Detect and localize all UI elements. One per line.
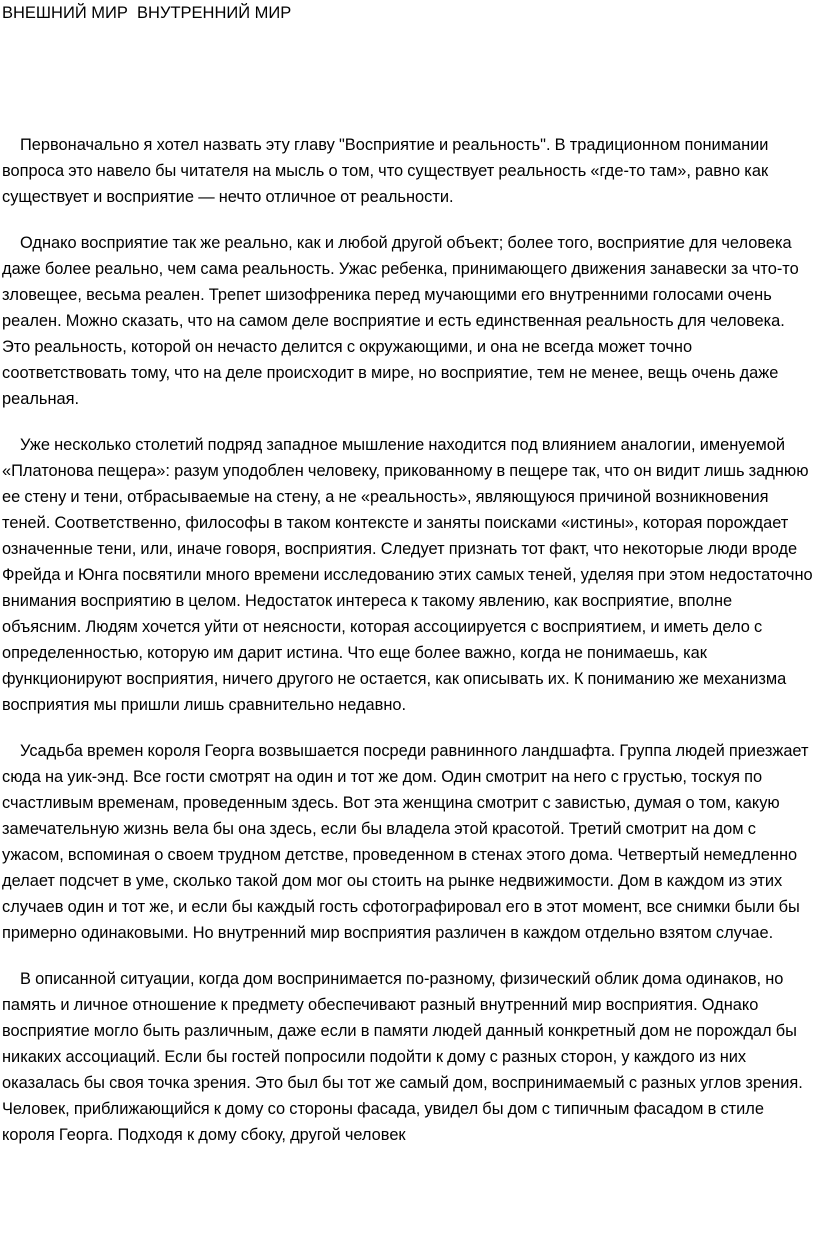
paragraph: В описанной ситуации, когда дом воспринимается по-разному, физический облик дома одинаков, но память и личное отношение к предмету обеспечивают разный внутренний мир восприятия. Однако восприятие могло быть различным, даже если в памяти людей данный конкретный дом не порождал бы никаких ассоциаций. Если бы гостей попросили подойти к дому с разных сторон, у каждого из них оказалась бы своя точка зрения. Это был бы тот же самый дом, воспринимаемый с разных углов зрения. Человек, приближающийся к дому со стороны фасада, увидел бы дом с типичным фасадом в стиле короля Георга. Подходя к дому сбоку, другой человек [2, 970, 803, 1144]
paragraph: Усадьба времен короля Георга возвышается посреди равнинного ландшафта. Группа людей приезжает сюда на уик-энд. Все гости смотрят на один и тот же дом. Один смотрит на него с грустью, тоскуя по счастливым временам, проведенным здесь. Вот эта женщина смотрит с завистью, думая о том, какую замечательную жизнь вела бы она здесь, если бы владела этой красотой. Третий смотрит на дом с ужасом, вспоминая о своем трудном детстве, проведенном в стенах этого дома. Четвертый немедленно делает подсчет в уме, сколько такой дом мог оы стоить на рынке недвижимости. Дом в каждом из этих случаев один и тот же, и если бы каждый гость сфотографировал его в этот момент, все снимки были бы примерно одинаковыми. Но внутренний мир восприятия различен в каждом отдельно взятом случае. [2, 742, 809, 942]
document-title: ВНЕШНИЙ МИР ВНУТРЕННИЙ МИР [2, 4, 292, 22]
paragraph: Первоначально я хотел назвать эту главу "Восприятие и реальность". В традиционном понимании вопроса это навело бы читателя на мысль о том, что существует реальность «где-то там», равно как существует и восприятие — нечто отличное от реальности. [2, 136, 769, 206]
document-body [2, 132, 814, 1168]
paragraph: Уже несколько столетий подряд западное мышление находится под влиянием аналогии, именуемой «Платонова пещера»: разум уподоблен человеку, прикованному в пещере так, что он видит лишь заднюю ее стену и тени, отбрасываемые на стену, а не «реальность», являющуюся причиной возникновения теней. Соответственно, философы в таком контексте и заняты поисками «истины», которая порождает означенные тени, или, иначе говоря, восприятия. Следует признать тот факт, что некоторые люди вроде Фрейда и Юнга посвятили много времени исследованию этих самых теней, уделяя при этом недостаточно внимания восприятию в целом. Недостаток интереса к такому явлению, как восприятие, вполне объясним. Людям хочется уйти от неясности, которая ассоциируется с восприятием, и иметь дело с определенностью, которую им дарит истина. Что еще более важно, когда не понимаешь, как функционируют восприятия, ничего другого не остается, как описывать их. К пониманию же механизма восприятия мы пришли лишь сравнительно недавно. [2, 436, 813, 714]
paragraph: Однако восприятие так же реально, как и любой другой объект; более того, восприятие для человека даже более реально, чем сама реальность. Ужас ребенка, принимающего движения занавески за что-то зловещее, весьма реален. Трепет шизофреника перед мучающими его внутренними голосами очень реален. Можно сказать, что на самом деле восприятие и есть единственная реальность для человека. Это реальность, которой он нечасто делится с окружающими, и она не всегда может точно соответствовать тому, что на деле происходит в мире, но восприятие, тем не менее, вещь очень даже реальная. [2, 234, 799, 408]
